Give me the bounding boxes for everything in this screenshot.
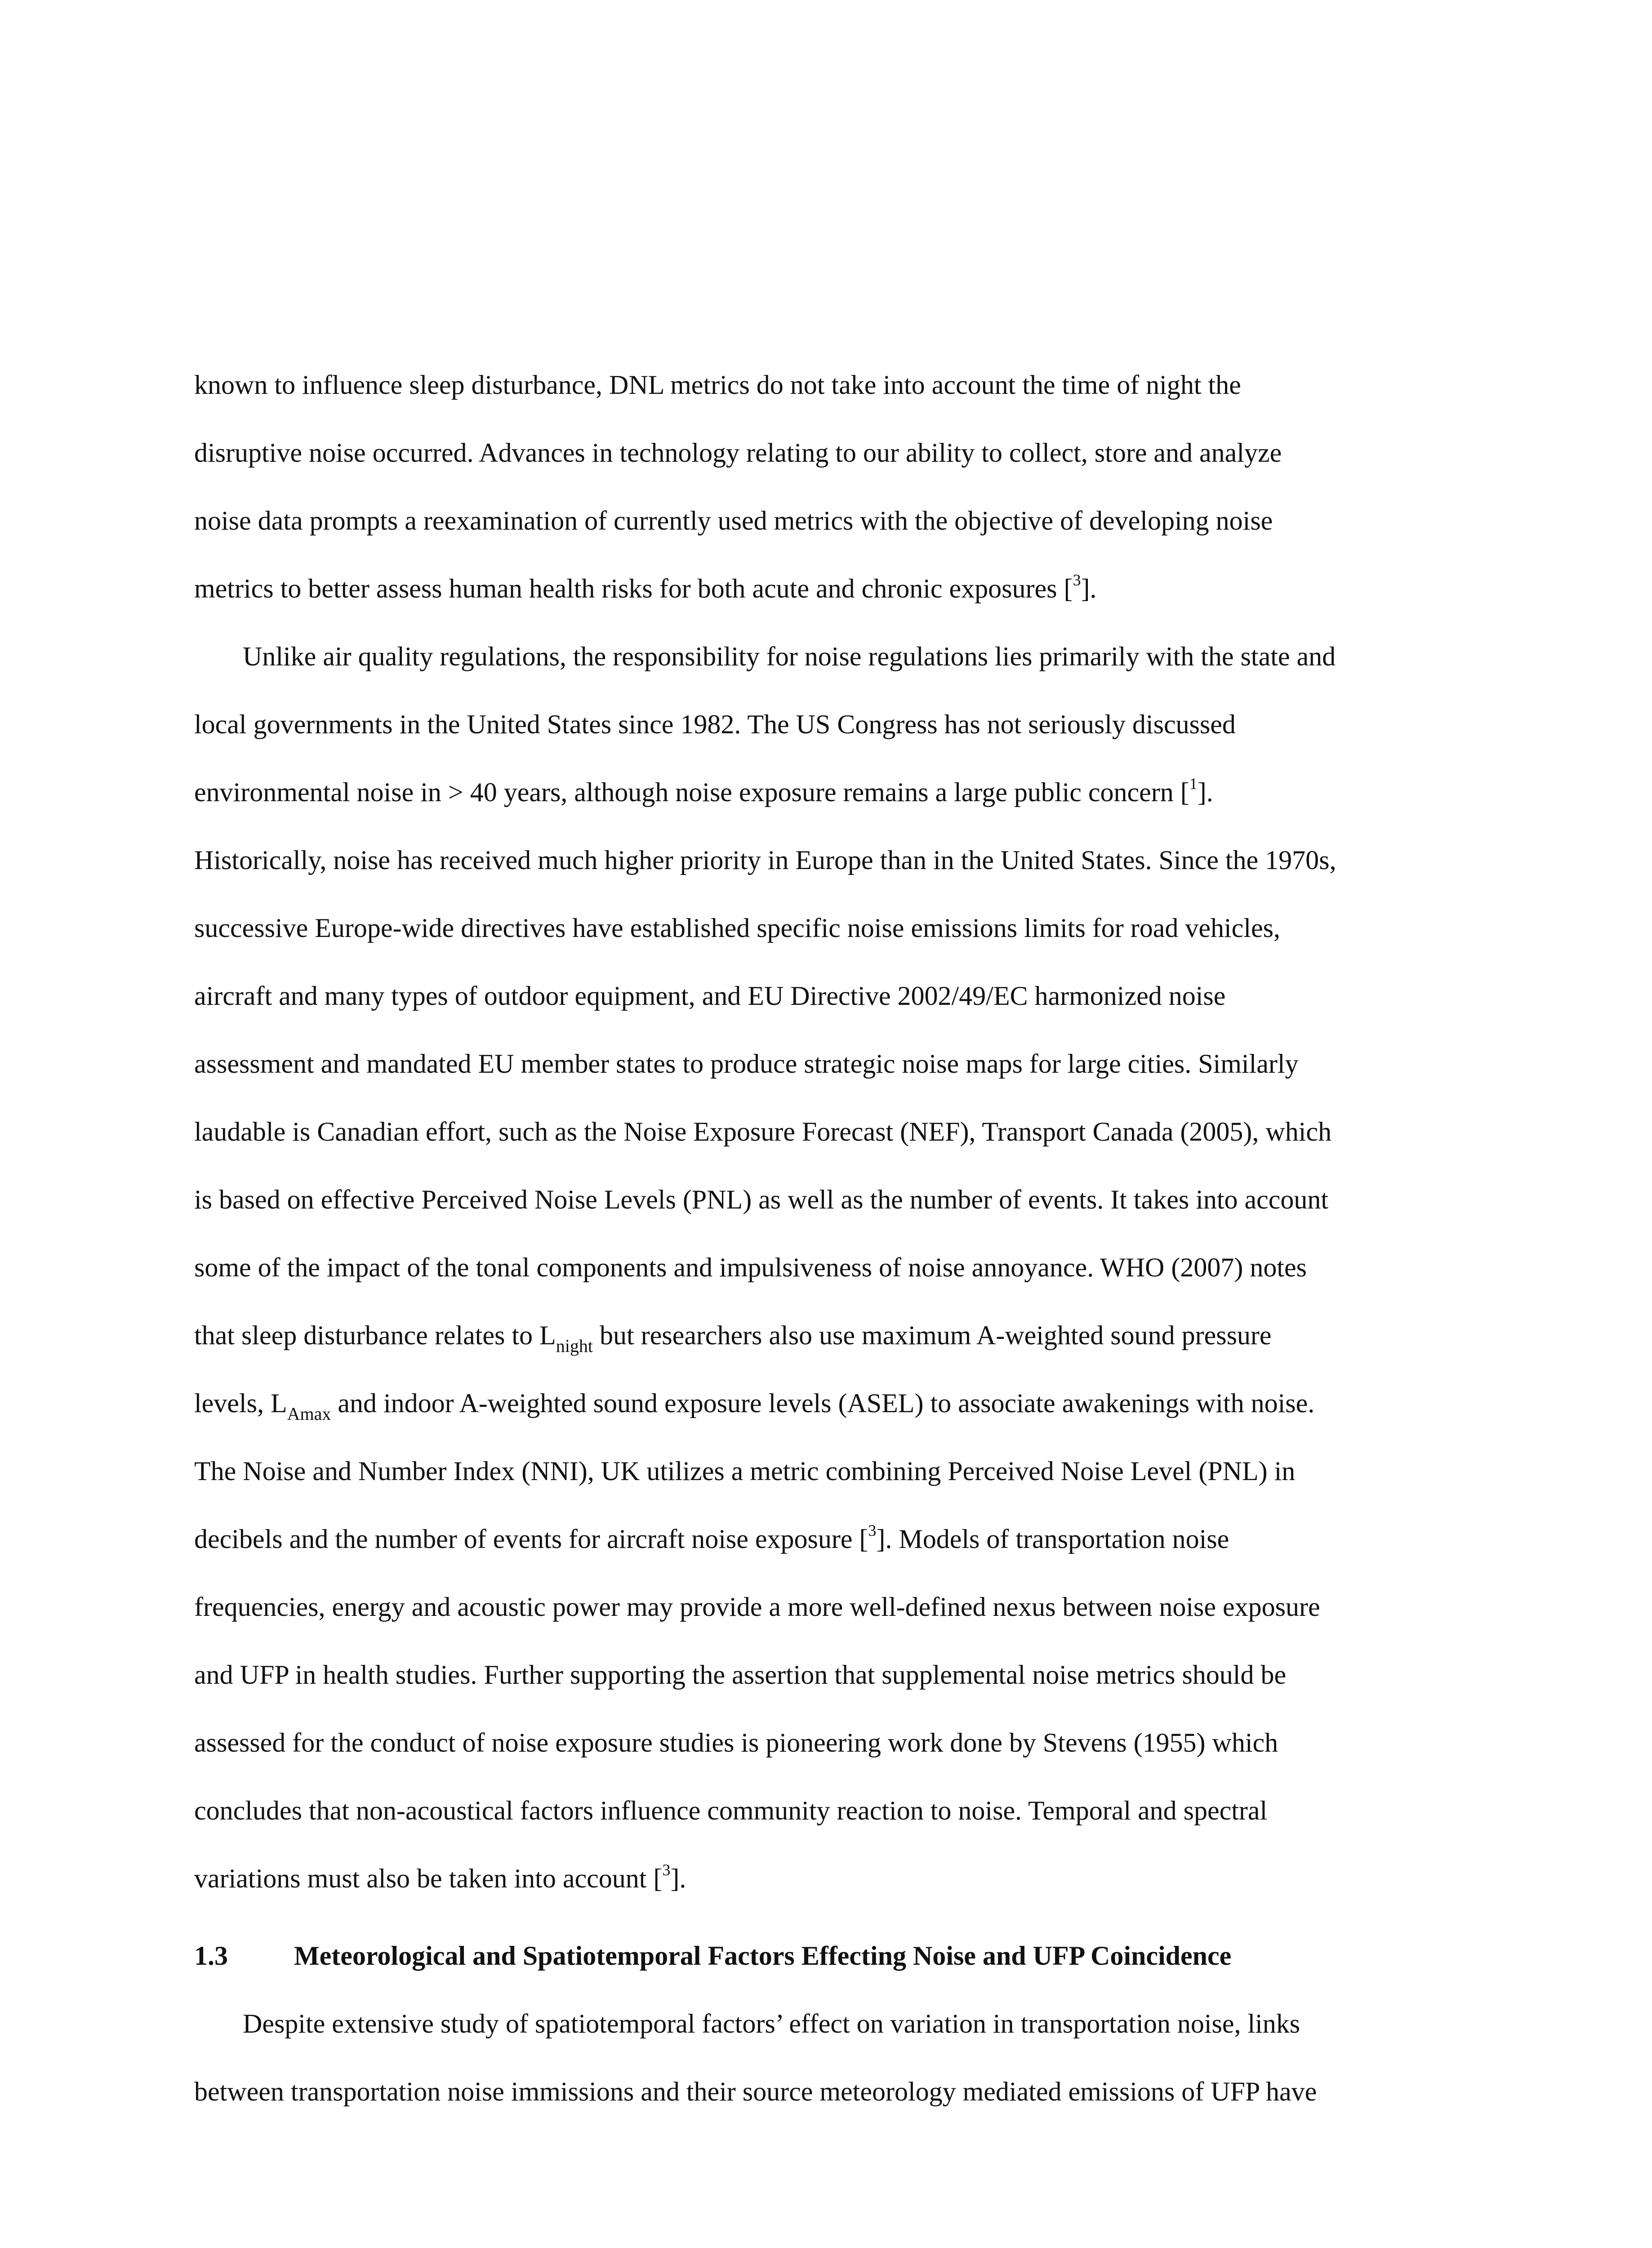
- text-fragment: but researchers also use maximum A-weighted sound pressure: [592, 1320, 1272, 1350]
- text-line: is based on effective Perceived Noise Levels (PNL) as well as the number of events. It takes into account: [194, 1185, 1329, 1214]
- text-line: [194, 775, 1213, 807]
- section-number: 1.3: [194, 1941, 228, 1971]
- section-title: Meteorological and Spatiotemporal Factors Effecting Noise and UFP Coincidence: [294, 1941, 1232, 1971]
- text-fragment: metrics to better assess human health risks for both acute and chronic exposures [: [194, 574, 1073, 603]
- text-fragment: decibels and the number of events for aircraft noise exposure [: [194, 1524, 868, 1554]
- text-fragment: and indoor A-weighted sound exposure levels (ASEL) to associate awakenings with noise.: [331, 1388, 1315, 1418]
- text-line: some of the impact of the tonal components and impulsiveness of noise annoyance. WHO (2007) notes: [194, 1253, 1307, 1282]
- text-line: The Noise and Number Index (NNI), UK utilizes a metric combining Perceived Noise Level (PNL) in: [194, 1456, 1296, 1486]
- citation-ref: 1: [1189, 775, 1198, 793]
- text-line: laudable is Canadian effort, such as the Noise Exposure Forecast (NEF), Transport Canada (2005), which: [194, 1117, 1331, 1146]
- text-line: between transportation noise immissions and their source meteorology mediated emissions of UFP have: [194, 2077, 1317, 2106]
- text-line: assessed for the conduct of noise exposure studies is pioneering work done by Stevens (1955) which: [194, 1728, 1278, 1757]
- text-fragment: ].: [1197, 777, 1213, 807]
- text-fragment: that sleep disturbance relates to L: [194, 1320, 556, 1350]
- citation-ref: 3: [868, 1521, 877, 1539]
- text-line: [194, 1388, 1315, 1424]
- text-fragment: ].: [670, 1864, 686, 1893]
- text-fragment: levels, L: [194, 1388, 287, 1418]
- text-line: concludes that non-acoustical factors influence community reaction to noise. Temporal and spectral: [194, 1796, 1268, 1825]
- citation-ref: 3: [662, 1861, 671, 1879]
- text-line: known to influence sleep disturbance, DNL metrics do not take into account the time of night the: [194, 370, 1241, 400]
- text-fragment: variations must also be taken into account [: [194, 1864, 663, 1893]
- section-heading: [194, 1942, 1231, 1969]
- text-line: assessment and mandated EU member states to produce strategic noise maps for large cities. Similarly: [194, 1049, 1299, 1079]
- text-line: Historically, noise has received much higher priority in Europe than in the United States. Since the 1970s,: [194, 845, 1336, 875]
- text-line: aircraft and many types of outdoor equipment, and EU Directive 2002/49/EC harmonized noise: [194, 981, 1226, 1011]
- text-line: Unlike air quality regulations, the responsibility for noise regulations lies primarily with the state and: [243, 642, 1336, 671]
- text-fragment: ].: [1081, 574, 1097, 603]
- text-line: [194, 1521, 1229, 1554]
- subscript-amax: Amax: [287, 1404, 331, 1424]
- text-fragment: environmental noise in > 40 years, although noise exposure remains a large public concern [: [194, 777, 1189, 807]
- text-line: [194, 1320, 1272, 1356]
- subscript-night: night: [556, 1336, 593, 1356]
- text-line: [194, 1861, 686, 1893]
- text-line: and UFP in health studies. Further supporting the assertion that supplemental noise metrics should be: [194, 1660, 1287, 1690]
- text-line: disruptive noise occurred. Advances in technology relating to our ability to collect, store and analyze: [194, 438, 1282, 468]
- text-line: [194, 571, 1097, 603]
- text-line: successive Europe-wide directives have established specific noise emissions limits for road vehicles,: [194, 913, 1280, 943]
- text-line: local governments in the United States since 1982. The US Congress has not seriously discussed: [194, 709, 1236, 739]
- citation-ref: 3: [1073, 571, 1081, 589]
- text-line: Despite extensive study of spatiotemporal factors’ effect on variation in transportation noise, links: [243, 2009, 1300, 2038]
- text-fragment: ]. Models of transportation noise: [876, 1524, 1229, 1554]
- text-line: frequencies, energy and acoustic power may provide a more well-defined nexus between noise exposure: [194, 1592, 1320, 1622]
- text-line: noise data prompts a reexamination of currently used metrics with the objective of developing noise: [194, 506, 1273, 535]
